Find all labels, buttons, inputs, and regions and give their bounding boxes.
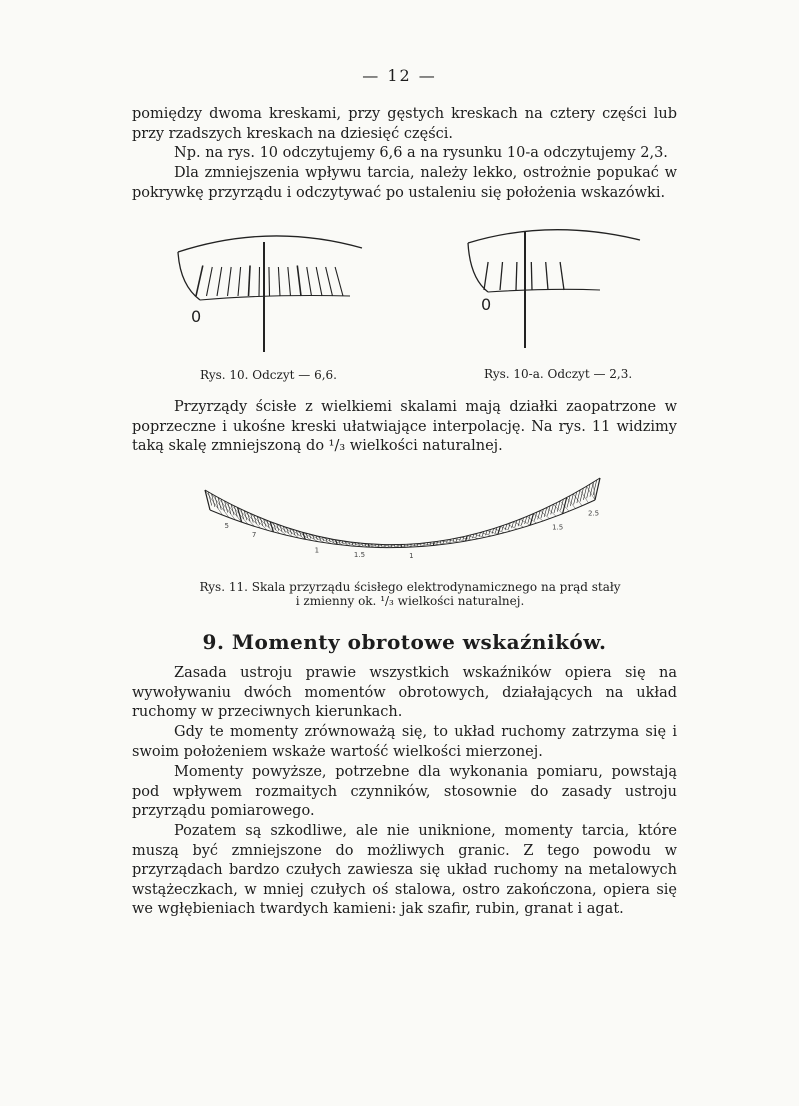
figure-10-scale-tick [335, 267, 343, 296]
figure-10-scale-tick [207, 267, 213, 296]
figure-11-scale-hatch [547, 508, 556, 517]
figure-11-scale-label: 5 [224, 521, 229, 530]
figure-10-scale-tick [217, 267, 222, 296]
figure-10a-dial-drawing [468, 230, 640, 348]
figure-10a-zero-label: 0 [481, 295, 492, 314]
figure-10-scale-tick [297, 266, 301, 297]
figure-10a-scale-tick [531, 262, 532, 290]
paragraph-friction-tip: Dla zmniejszenia wpływu tarcia, należy lekko, ostrożnie popukać w pokrywkę przyrządu i odczytywać po ustaleniu się położenia wskazówki. [132, 165, 677, 201]
paragraph-precision-scales: Przyrządy ścisłe z wielkiemi skalami mają działki zaopatrzone w poprzeczne i ukośne kreski ułatwiające interpolację. Na rys. 11 widzimy taką skalę zmniejszoną do ¹/₃ wielkości naturalnej. [132, 399, 677, 455]
figure-11-scale-drawing [205, 478, 600, 560]
figure-11-scale-label: 1.5 [353, 551, 366, 560]
figure-10a-scale-tick [516, 262, 517, 290]
figure-10a-scale-tick [560, 262, 564, 290]
figure-11-scale-hatch [474, 534, 485, 537]
figure-10-scale-tick [269, 267, 270, 296]
figure-10-scale-tick [316, 267, 322, 296]
figure-11-scale-label: 7 [251, 531, 257, 540]
page-number: — 12 — [362, 66, 437, 85]
paragraph-friction: Pozatem są szkodliwe, ale nie uniknione, momenty tarcia, które muszą być zmniejszone do możliwych granic. Z tego powodu w przyrządach bardzo czułych zawiesza się układ ruchomy na metalowych wstążeczkach, w mniej czułych oś stalowa, ostro zakończona, opiera się we wgłębieniach twardych kamieni: jak szafir, rubin, granat i agat. [132, 823, 677, 918]
figure-10-caption: Rys. 10. Odczyt — 6,6. [200, 368, 337, 382]
figure-11-scale-label: 2.5 [588, 509, 600, 518]
figure-10a-scale-tick [546, 262, 548, 290]
section-heading: 9. Momenty obrotowe wskaźników. [202, 630, 607, 654]
figure-11-scale-label: 1 [314, 546, 320, 555]
figure-10-scale-tick [238, 267, 241, 296]
figure-11-scale-label: 1.5 [552, 523, 564, 532]
paragraph-principle: Zasada ustroju prawie wszystkich wskaźników opiera się na wywoływaniu dwóch momentów obrotowych, działających na układ ruchomy w przeciwnych kierunkach. [132, 665, 677, 721]
paragraph-interpolation: pomiędzy dwoma kreskami, przy gęstych kreskach na cztery części lub przy rzadszych kreskach na dziesięć części. [132, 106, 677, 142]
figure-10-scale-tick [288, 267, 291, 296]
figure-10-scale-tick [326, 267, 333, 296]
figure-11-scale-hatch [487, 531, 498, 535]
figure-10-scale-tick [307, 267, 312, 296]
figure-10-zero-label: 0 [191, 307, 202, 326]
figure-10a-scale-tick [500, 262, 503, 290]
figure-11-caption-line1: Rys. 11. Skala przyrządu ścisłego elektrodynamicznego na prąd stały [199, 580, 621, 594]
paragraph-example-readings: Np. na rys. 10 odczytujemy 6,6 a na rysunku 10-a odczytujemy 2,3. [174, 145, 668, 161]
figure-11-scale-hatch [540, 511, 549, 519]
figure-11-caption-line2: i zmienny ok. ¹/₃ wielkości naturalnej. [295, 594, 525, 608]
figure-11-scale-label: 1 [409, 552, 414, 561]
figure-10-scale-tick [249, 266, 251, 297]
figure-10-dial-drawing [178, 236, 362, 352]
figure-11-scale-hatch [480, 532, 491, 535]
figure-10a-caption: Rys. 10-a. Odczyt — 2,3. [484, 367, 633, 381]
figure-10-scale-tick [196, 266, 203, 297]
figure-10-scale-tick [278, 267, 280, 296]
figure-11-scale-tick [595, 478, 600, 500]
figure-10-scale-tick [259, 267, 260, 296]
figure-10-scale-tick [228, 267, 232, 296]
paragraph-moments: Momenty powyższe, potrzebne dla wykonania pomiaru, powstają pod wpływem rozmaitych czynników, stosownie do zasady ustroju przyrządu pomiarowego. [132, 764, 677, 820]
paragraph-balance: Gdy te momenty zrównoważą się, to układ ruchomy zatrzyma się i swoim położeniem wskaże wartość wielkości mierzonej. [132, 724, 677, 760]
figure-10a-scale-tick [484, 262, 488, 290]
